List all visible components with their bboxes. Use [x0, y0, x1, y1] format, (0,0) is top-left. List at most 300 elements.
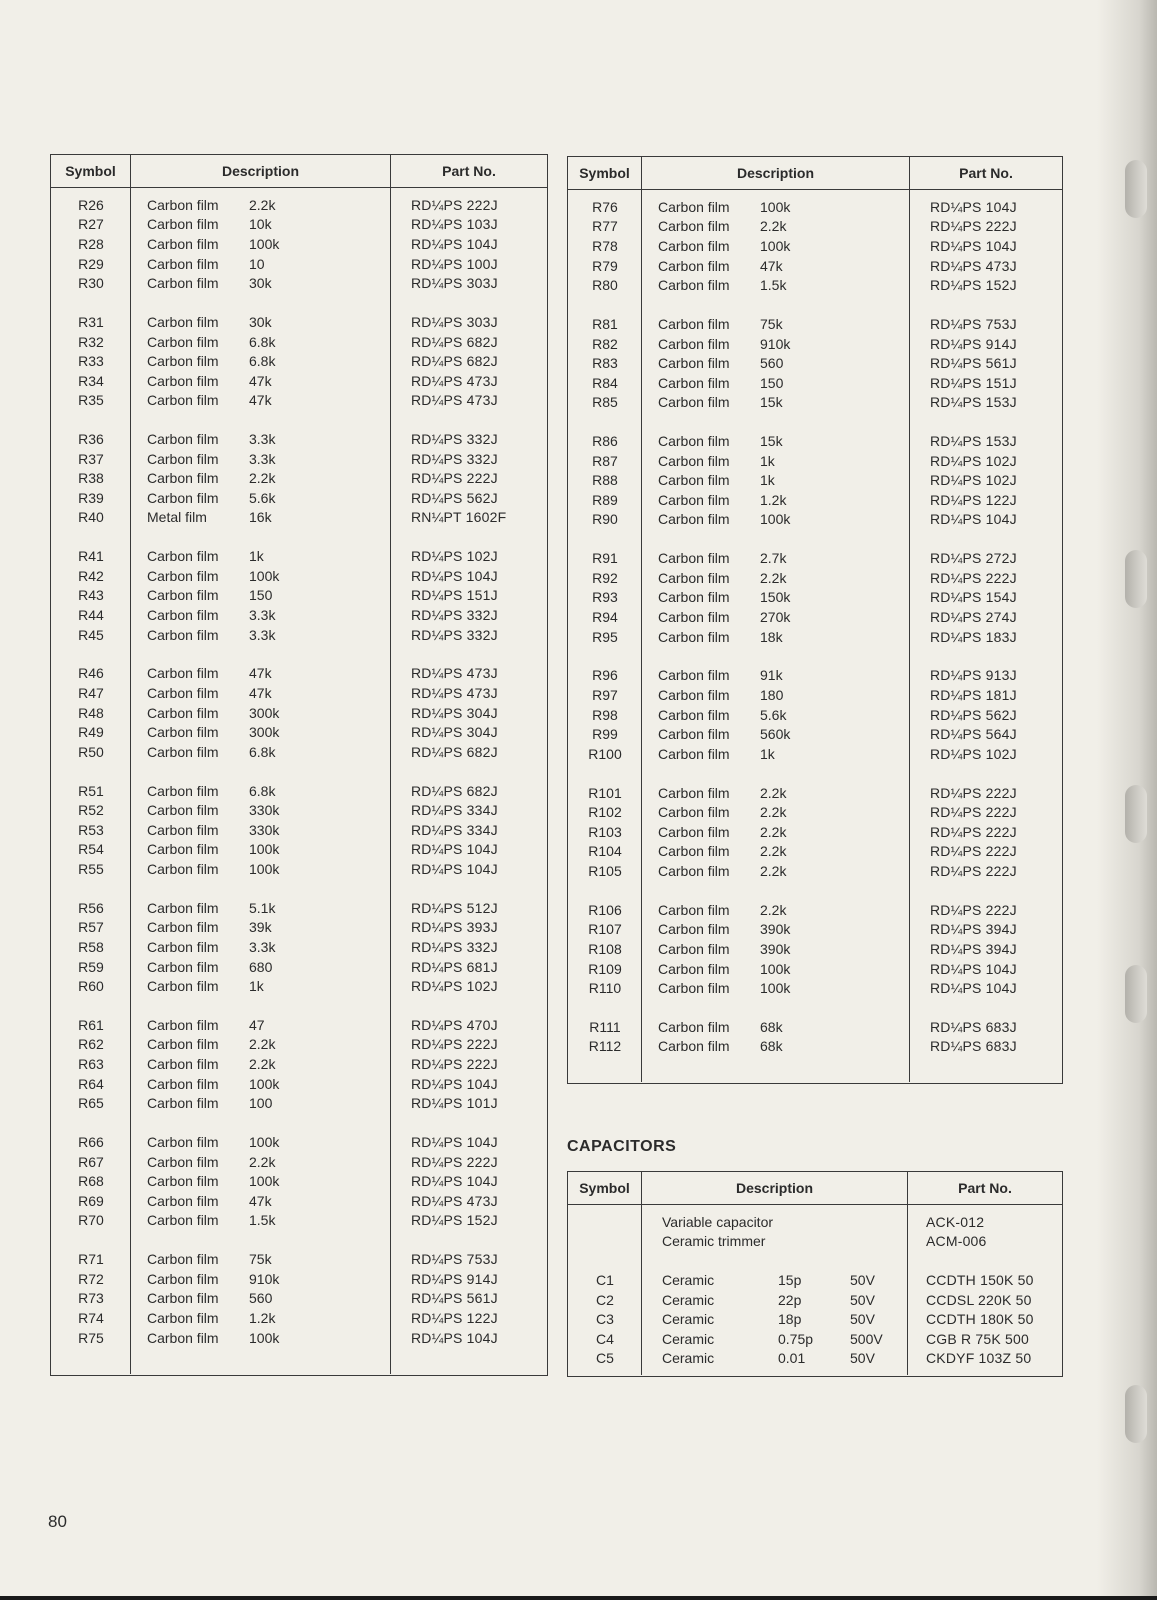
description-cell: Carbon film	[147, 392, 219, 409]
symbol-cell: R81	[592, 315, 618, 332]
value-cell: 330k	[249, 802, 280, 819]
value-cell: 100k	[249, 1075, 280, 1092]
description-cell: Carbon film	[658, 550, 730, 567]
value-cell: 47k	[249, 372, 272, 389]
table-row	[51, 1152, 547, 1172]
description-cell: Carbon film	[658, 569, 730, 586]
symbol-cell: R72	[78, 1270, 104, 1287]
symbol-cell: R102	[588, 804, 622, 821]
part-no-cell: RD¼PS 332J	[411, 938, 498, 955]
table-row	[51, 254, 547, 274]
value-cell: 100k	[249, 1134, 280, 1151]
value-cell: 150	[249, 587, 273, 604]
part-no-cell: RD¼PS 104J	[411, 860, 498, 877]
table-row	[51, 429, 547, 449]
row-group	[51, 781, 547, 879]
value-cell: 47k	[249, 1192, 272, 1209]
table-row	[568, 822, 1062, 842]
value-cell: 6.8k	[249, 782, 276, 799]
description-cell: Carbon film	[658, 198, 730, 215]
description-cell: Carbon film	[147, 1016, 219, 1033]
description-cell: Ceramic	[662, 1350, 715, 1367]
description-cell: Carbon film	[147, 724, 219, 741]
symbol-cell: R36	[78, 431, 104, 448]
table-row	[568, 275, 1062, 295]
table-row	[51, 312, 547, 332]
symbol-cell: R38	[78, 470, 104, 487]
value-cell: 180	[760, 687, 784, 704]
description-cell: Variable capacitor	[662, 1213, 774, 1230]
table-row	[51, 1249, 547, 1269]
table-row	[568, 334, 1062, 354]
value-cell: 6.8k	[249, 333, 276, 350]
part-no-cell: RD¼PS 154J	[930, 589, 1017, 606]
description-cell: Carbon film	[147, 353, 219, 370]
symbol-cell: R51	[78, 782, 104, 799]
value-cell: 1k	[760, 472, 775, 489]
value-cell: 1k	[249, 978, 264, 995]
value-cell: 150	[760, 374, 784, 391]
symbol-cell: R95	[592, 628, 618, 645]
description-cell: Carbon film	[658, 706, 730, 723]
part-no-cell: RD¼PS 274J	[930, 609, 1017, 626]
table-row	[568, 1290, 1062, 1310]
part-no-cell: RD¼PS 222J	[411, 1036, 498, 1053]
symbol-cell: R98	[592, 706, 618, 723]
symbol-cell: R41	[78, 548, 104, 565]
part-no-cell: RD¼PS 394J	[930, 940, 1017, 957]
row-group	[51, 1132, 547, 1230]
table-row	[51, 703, 547, 723]
value-cell: 100k	[760, 980, 791, 997]
description-cell: Carbon film	[658, 823, 730, 840]
symbol-cell: C1	[596, 1271, 614, 1288]
capacitor-table	[567, 1171, 1063, 1377]
table-row	[51, 918, 547, 938]
value-cell: 2.7k	[760, 550, 787, 567]
symbol-cell: R35	[78, 392, 104, 409]
header-symbol: Symbol	[568, 157, 642, 189]
value-cell: 16k	[249, 509, 272, 526]
table-row	[568, 236, 1062, 256]
value-cell: 91k	[760, 667, 783, 684]
part-no-cell: RD¼PS 104J	[930, 980, 1017, 997]
table-row	[51, 488, 547, 508]
table-row	[568, 451, 1062, 471]
description-cell: Carbon film	[658, 901, 730, 918]
table-row	[51, 586, 547, 606]
symbol-cell: C4	[596, 1330, 614, 1347]
value-cell: 47	[249, 1016, 265, 1033]
part-no-cell: RD¼PS 470J	[411, 1016, 498, 1033]
table-row	[51, 742, 547, 762]
value-cell: 390k	[760, 921, 791, 938]
part-no-cell: RD¼PS 561J	[411, 1290, 498, 1307]
table-row	[568, 978, 1062, 998]
table-header	[568, 1172, 1062, 1205]
bottom-edge	[0, 1596, 1157, 1600]
value-cell: 3.3k	[249, 938, 276, 955]
symbol-cell: R104	[588, 843, 622, 860]
table-row	[51, 1015, 547, 1035]
description-cell: Carbon film	[147, 450, 219, 467]
value-cell: 1k	[249, 548, 264, 565]
table-row	[51, 683, 547, 703]
value-cell: 100k	[249, 235, 280, 252]
part-no-cell: ACM-006	[926, 1233, 987, 1250]
part-no-cell: RD¼PS 303J	[411, 313, 498, 330]
description-cell: Carbon film	[658, 960, 730, 977]
symbol-cell: R78	[592, 237, 618, 254]
part-no-cell: CCDTH 150K 50	[926, 1271, 1034, 1288]
value-cell: 1.5k	[760, 277, 787, 294]
part-no-cell: CCDTH 180K 50	[926, 1311, 1034, 1328]
symbol-cell: R50	[78, 743, 104, 760]
value-cell: 30k	[249, 313, 272, 330]
table-row	[51, 332, 547, 352]
description-cell: Carbon film	[147, 782, 219, 799]
table-row	[568, 685, 1062, 705]
description-cell: Carbon film	[147, 567, 219, 584]
part-no-cell: RD¼PS 122J	[411, 1309, 498, 1326]
table-row	[568, 588, 1062, 608]
description-cell: Carbon film	[147, 587, 219, 604]
value-cell: 2.2k	[249, 1036, 276, 1053]
description-cell: Carbon film	[658, 511, 730, 528]
part-no-cell: CKDYF 103Z 50	[926, 1350, 1032, 1367]
value-cell: 6.8k	[249, 743, 276, 760]
table-row	[568, 705, 1062, 725]
value-cell: 100k	[760, 198, 791, 215]
value-cell: 0.75p	[778, 1330, 814, 1347]
description-cell: Ceramic	[662, 1330, 715, 1347]
description-cell: Carbon film	[658, 1018, 730, 1035]
value-cell: 560k	[760, 726, 791, 743]
table-row	[51, 195, 547, 215]
description-cell: Carbon film	[147, 978, 219, 995]
description-cell: Carbon film	[147, 372, 219, 389]
page-number: 80	[48, 1512, 67, 1531]
description-cell: Carbon film	[658, 921, 730, 938]
part-no-cell: RD¼PS 181J	[930, 687, 1017, 704]
part-no-cell: RD¼PS 332J	[411, 626, 498, 643]
description-cell: Carbon film	[147, 548, 219, 565]
description-cell: Carbon film	[147, 919, 219, 936]
value-cell: 100k	[760, 960, 791, 977]
description-cell: Carbon film	[147, 1173, 219, 1190]
binder-hole	[1125, 785, 1147, 843]
value-cell: 2.2k	[249, 196, 276, 213]
symbol-cell: R54	[78, 841, 104, 858]
description-cell: Carbon film	[147, 802, 219, 819]
header-part-no: Part No.	[958, 1180, 1012, 1196]
part-no-cell: RD¼PS 473J	[411, 372, 498, 389]
symbol-cell: R46	[78, 665, 104, 682]
table-row	[51, 234, 547, 254]
part-no-cell: RD¼PS 914J	[930, 335, 1017, 352]
description-cell: Carbon film	[658, 667, 730, 684]
symbol-cell: R84	[592, 374, 618, 391]
description-cell: Carbon film	[147, 704, 219, 721]
description-cell: Carbon film	[147, 255, 219, 272]
description-cell: Carbon film	[658, 335, 730, 352]
table-row	[51, 625, 547, 645]
part-no-cell: RD¼PS 683J	[930, 1038, 1017, 1055]
part-no-cell: RD¼PS 104J	[930, 237, 1017, 254]
table-row	[568, 724, 1062, 744]
row-group	[568, 431, 1062, 529]
symbol-cell: R103	[588, 823, 622, 840]
symbol-cell: R88	[592, 472, 618, 489]
part-no-cell: RD¼PS 222J	[411, 1153, 498, 1170]
table-row	[51, 976, 547, 996]
part-no-cell: RD¼PS 222J	[930, 901, 1017, 918]
description-cell: Carbon film	[147, 1153, 219, 1170]
value-cell: 6.8k	[249, 353, 276, 370]
table-row	[568, 1017, 1062, 1037]
description-cell: Ceramic trimmer	[662, 1233, 766, 1250]
table-row	[51, 1328, 547, 1348]
table-row	[568, 217, 1062, 237]
table-row	[568, 1212, 1062, 1232]
table-row	[51, 546, 547, 566]
row-group	[51, 429, 547, 527]
symbol-cell: R53	[78, 821, 104, 838]
symbol-cell: R74	[78, 1309, 104, 1326]
row-group	[568, 548, 1062, 646]
part-no-cell: RD¼PS 473J	[411, 665, 498, 682]
symbol-cell: C5	[596, 1350, 614, 1367]
value-cell: 910k	[760, 335, 791, 352]
value-cell: 5.1k	[249, 899, 276, 916]
part-no-cell: RD¼PS 183J	[930, 628, 1017, 645]
symbol-cell: R91	[592, 550, 618, 567]
header-symbol: Symbol	[51, 155, 131, 187]
value-cell: 39k	[249, 919, 272, 936]
table-row	[51, 371, 547, 391]
part-no-cell: RD¼PS 304J	[411, 704, 498, 721]
part-no-cell: RD¼PS 102J	[930, 745, 1017, 762]
symbol-cell: R75	[78, 1329, 104, 1346]
part-no-cell: RD¼PS 753J	[411, 1251, 498, 1268]
part-no-cell: RD¼PS 222J	[930, 569, 1017, 586]
table-row	[568, 1037, 1062, 1057]
value-cell: 68k	[760, 1038, 783, 1055]
part-no-cell: RD¼PS 151J	[930, 374, 1017, 391]
symbol-cell: R71	[78, 1251, 104, 1268]
description-cell: Ceramic	[662, 1291, 715, 1308]
value-cell: 1k	[760, 745, 775, 762]
table-row	[568, 744, 1062, 764]
part-no-cell: RD¼PS 334J	[411, 802, 498, 819]
symbol-cell: R93	[592, 589, 618, 606]
symbol-cell: R68	[78, 1173, 104, 1190]
part-no-cell: RD¼PS 303J	[411, 275, 498, 292]
symbol-cell: R33	[78, 353, 104, 370]
voltage-cell: 50V	[850, 1271, 875, 1288]
symbol-cell: R27	[78, 216, 104, 233]
table-row	[568, 783, 1062, 803]
value-cell: 47k	[760, 257, 783, 274]
row-group	[568, 1212, 1062, 1251]
description-cell: Carbon film	[658, 218, 730, 235]
symbol-cell: R100	[588, 745, 622, 762]
symbol-cell: R109	[588, 960, 622, 977]
table-row	[568, 431, 1062, 451]
table-row	[568, 959, 1062, 979]
value-cell: 2.2k	[249, 1056, 276, 1073]
symbol-cell: R87	[592, 452, 618, 469]
voltage-cell: 50V	[850, 1350, 875, 1367]
description-cell: Carbon film	[658, 277, 730, 294]
table-row	[51, 722, 547, 742]
row-group	[568, 666, 1062, 764]
description-cell: Carbon film	[658, 374, 730, 391]
description-cell: Ceramic	[662, 1271, 715, 1288]
table-rows	[568, 1212, 1062, 1387]
value-cell: 18k	[760, 628, 783, 645]
value-cell: 1k	[760, 452, 775, 469]
table-row	[51, 840, 547, 860]
description-cell: Carbon film	[147, 275, 219, 292]
table-row	[568, 627, 1062, 647]
header-description: Description	[642, 157, 910, 189]
value-cell: 2.2k	[760, 862, 787, 879]
symbol-cell: R108	[588, 940, 622, 957]
table-row	[51, 898, 547, 918]
description-cell: Metal film	[147, 509, 207, 526]
symbol-cell: R67	[78, 1153, 104, 1170]
description-cell: Carbon film	[147, 607, 219, 624]
table-row	[568, 1270, 1062, 1290]
table-row	[51, 469, 547, 489]
part-no-cell: RD¼PS 153J	[930, 433, 1017, 450]
table-header	[51, 155, 547, 188]
symbol-cell: R26	[78, 196, 104, 213]
part-no-cell: RD¼PS 104J	[411, 1075, 498, 1092]
symbol-cell: R30	[78, 275, 104, 292]
value-cell: 100k	[249, 860, 280, 877]
description-cell: Carbon film	[658, 237, 730, 254]
capacitors-title: CAPACITORS	[567, 1138, 677, 1155]
symbol-cell: R105	[588, 862, 622, 879]
symbol-cell: R57	[78, 919, 104, 936]
symbol-cell: R43	[78, 587, 104, 604]
symbol-cell: R37	[78, 450, 104, 467]
part-no-cell: RD¼PS 682J	[411, 782, 498, 799]
table-row	[568, 842, 1062, 862]
description-cell: Carbon film	[147, 1309, 219, 1326]
part-no-cell: RD¼PS 151J	[411, 587, 498, 604]
voltage-cell: 500V	[850, 1330, 883, 1347]
symbol-cell: R62	[78, 1036, 104, 1053]
symbol-cell: R61	[78, 1016, 104, 1033]
row-group	[51, 664, 547, 762]
part-no-cell: RD¼PS 222J	[930, 862, 1017, 879]
part-no-cell: RD¼PS 104J	[411, 567, 498, 584]
value-cell: 47k	[249, 392, 272, 409]
header-part-no: Part No.	[442, 163, 496, 179]
value-cell: 18p	[778, 1311, 802, 1328]
symbol-cell: R64	[78, 1075, 104, 1092]
symbol-cell: R94	[592, 609, 618, 626]
table-row	[51, 215, 547, 235]
description-cell: Carbon film	[147, 333, 219, 350]
part-no-cell: RD¼PS 222J	[411, 470, 498, 487]
description-cell: Carbon film	[147, 1036, 219, 1053]
description-cell: Carbon film	[147, 196, 219, 213]
value-cell: 390k	[760, 940, 791, 957]
table-row	[51, 859, 547, 879]
value-cell: 1.2k	[760, 491, 787, 508]
part-no-cell: RD¼PS 222J	[411, 196, 498, 213]
row-group	[51, 1015, 547, 1113]
row-group	[568, 1017, 1062, 1056]
row-group	[568, 197, 1062, 295]
value-cell: 300k	[249, 704, 280, 721]
table-row	[51, 391, 547, 411]
table-row	[568, 490, 1062, 510]
table-row	[568, 373, 1062, 393]
symbol-cell: R85	[592, 394, 618, 411]
description-cell: Carbon film	[658, 1038, 730, 1055]
value-cell: 2.2k	[760, 569, 787, 586]
value-cell: 100k	[760, 511, 791, 528]
description-cell: Carbon film	[147, 1212, 219, 1229]
table-row	[51, 1211, 547, 1231]
symbol-cell: R82	[592, 335, 618, 352]
resistor-table-left	[50, 154, 548, 1376]
symbol-cell: R77	[592, 218, 618, 235]
table-row	[568, 920, 1062, 940]
part-no-cell: RD¼PS 682J	[411, 353, 498, 370]
part-no-cell: RD¼PS 104J	[411, 235, 498, 252]
symbol-cell: R70	[78, 1212, 104, 1229]
description-cell: Carbon film	[147, 431, 219, 448]
table-row	[51, 937, 547, 957]
row-group	[568, 1270, 1062, 1368]
header-description: Description	[642, 1172, 908, 1204]
table-row	[51, 781, 547, 801]
description-cell: Carbon film	[147, 626, 219, 643]
description-cell: Carbon film	[658, 628, 730, 645]
table-row	[568, 607, 1062, 627]
binder-hole	[1125, 965, 1147, 1023]
part-no-cell: RD¼PS 682J	[411, 743, 498, 760]
symbol-cell: R112	[588, 1038, 622, 1055]
symbol-cell: R31	[78, 313, 104, 330]
symbol-cell: R55	[78, 860, 104, 877]
value-cell: 270k	[760, 609, 791, 626]
part-no-cell: RD¼PS 332J	[411, 607, 498, 624]
description-cell: Carbon film	[147, 1134, 219, 1151]
part-no-cell: RD¼PS 683J	[930, 1018, 1017, 1035]
value-cell: 15k	[760, 394, 783, 411]
part-no-cell: RD¼PS 682J	[411, 333, 498, 350]
value-cell: 75k	[760, 315, 783, 332]
symbol-cell: R69	[78, 1192, 104, 1209]
value-cell: 910k	[249, 1270, 280, 1287]
symbol-cell: R42	[78, 567, 104, 584]
table-row	[568, 471, 1062, 491]
part-no-cell: RD¼PS 562J	[930, 706, 1017, 723]
table-row	[51, 1054, 547, 1074]
part-no-cell: RD¼PS 222J	[930, 843, 1017, 860]
table-row	[51, 1191, 547, 1211]
value-cell: 10	[249, 255, 265, 272]
description-cell: Carbon film	[147, 313, 219, 330]
symbol-cell: R96	[592, 667, 618, 684]
